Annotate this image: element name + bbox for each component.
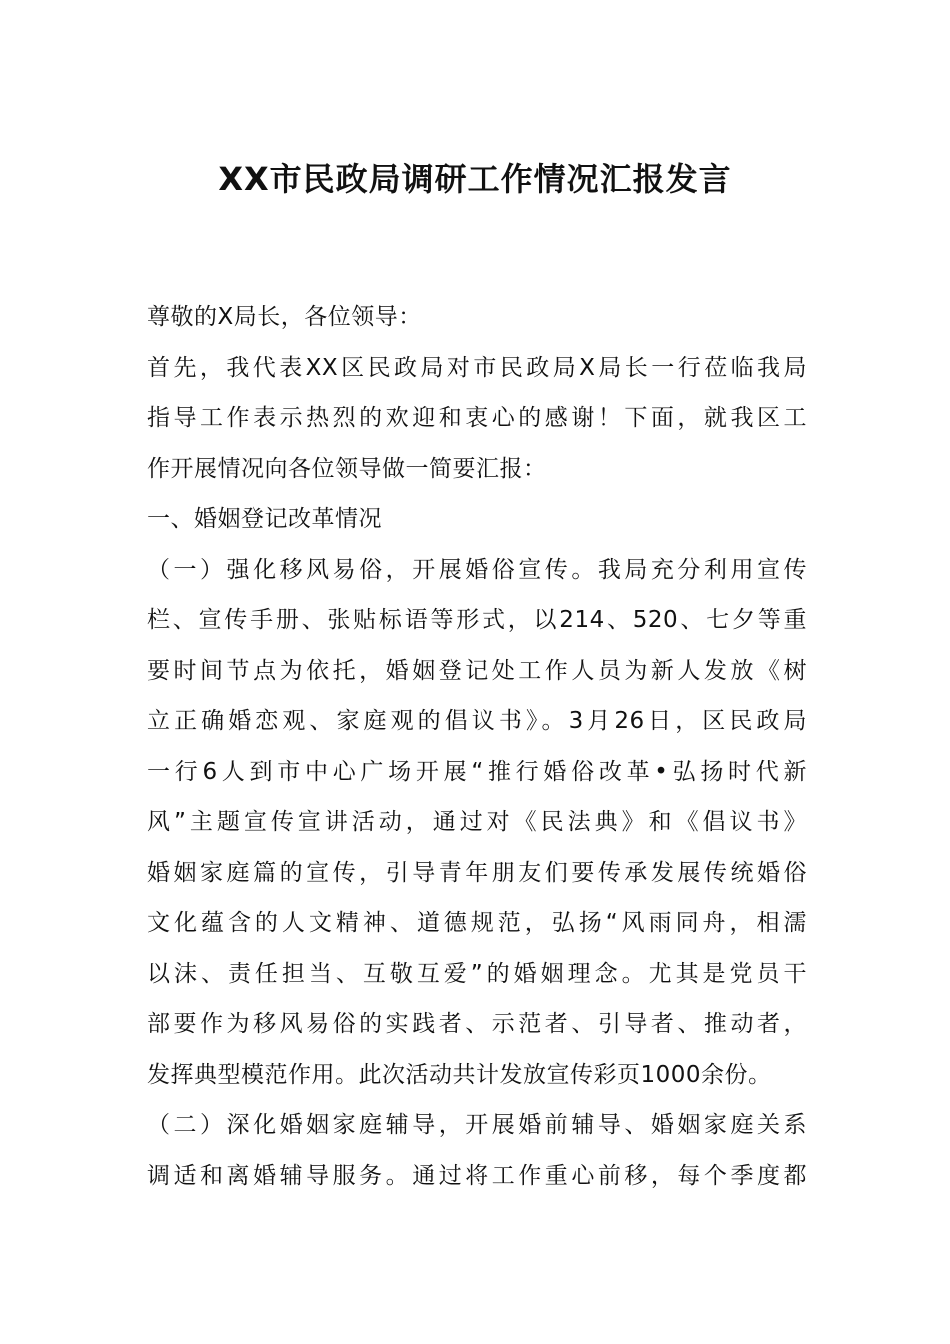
salutation-line: 尊敬的X局长，各位领导： [147,304,422,330]
document-title: XX市民政局调研工作情况汇报发言 [218,160,732,198]
body-line: 发挥典型模范作用。此次活动共计发放宣传彩页1000余份。 [147,1061,772,1088]
body-line: 立正确婚恋观、家庭观的倡议书》。3月26日，区民政局 [147,708,807,734]
body-line: （一）强化移风易俗，开展婚俗宣传。我局充分利用宣传 [147,556,807,583]
body-line: 要时间节点为依托，婚姻登记处工作人员为新人发放《树 [147,657,807,684]
body-line: 作开展情况向各位领导做一简要汇报： [147,455,547,482]
body-line: 栏、宣传手册、张贴标语等形式，以214、520、七夕等重 [147,607,807,633]
body-line: 部要作为移风易俗的实践者、示范者、引导者、推动者， [147,1011,807,1037]
body-line: 调适和离婚辅导服务。通过将工作重心前移，每个季度都 [147,1162,807,1189]
body-line: 一行6人到市中心广场开展“推行婚俗改革•弘扬时代新 [147,758,807,785]
body-line: 婚姻家庭篇的宣传，引导青年朋友们要传承发展传统婚俗 [147,859,807,886]
body-line: 风”主题宣传宣讲活动，通过对《民法典》和《倡议书》 [147,809,807,835]
body-line: （二）深化婚姻家庭辅导，开展婚前辅导、婚姻家庭关系 [147,1112,807,1138]
body-line: 指导工作表示热烈的欢迎和衷心的感谢！下面，就我区工 [147,405,807,431]
section-heading: 一、婚姻登记改革情况 [147,506,382,532]
document-body [147,292,807,1201]
body-line: 首先，我代表XX区民政局对市民政局X局长一行莅临我局 [147,354,807,381]
body-line: 文化蕴含的人文精神、道德规范，弘扬“风雨同舟，相濡 [147,910,807,936]
body-line: 以沫、责任担当、互敬互爱”的婚姻理念。尤其是党员干 [147,960,807,987]
